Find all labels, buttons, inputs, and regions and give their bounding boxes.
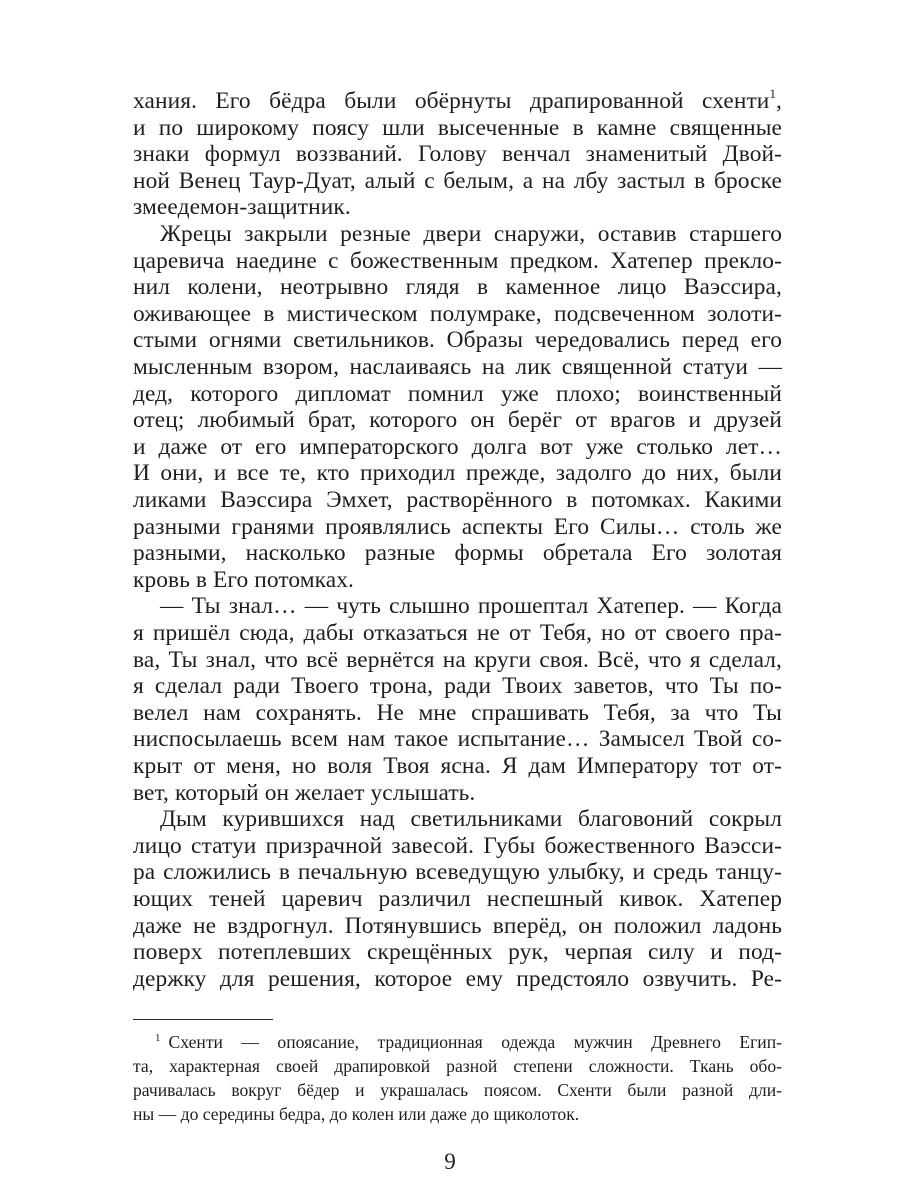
text-line: знаки формул воззваний. Голову венчал знаменитый Двой- xyxy=(133,141,782,168)
text-line: оживающее в мистическом полумраке, подсвеченном золоти- xyxy=(133,300,782,327)
text-line: отец; любимый брат, которого он берёг от врагов и друзей xyxy=(133,407,782,434)
text-line: велел нам сохранять. Не мне спрашивать Тебя, за что Ты xyxy=(133,699,782,726)
text-line: я сделал ради Твоего трона, ради Твоих заветов, что Ты по- xyxy=(133,673,782,700)
text-line: вет, который он желает услышать. xyxy=(133,779,476,806)
text-line: кровь в Его потомках. xyxy=(133,566,354,593)
text-line: нил колени, неотрывно глядя в каменное лицо Ваэссира, xyxy=(133,274,782,301)
text-line: ниспосылаешь всем нам такое испытание… Замысел Твой со- xyxy=(133,726,782,753)
text-line: поверх потеплевших скрещённых рук, черпая силу и под- xyxy=(133,939,782,966)
text-line: царевича наедине с божественным предком. Хатепер прекло- xyxy=(133,247,782,274)
text-line: Дым курившихся над светильниками благовоний сокрыл xyxy=(160,806,782,833)
text-line: ра сложились в печальную всеведущую улыбку, и средь танцу- xyxy=(133,859,782,886)
text-line: ва, Ты знал, что всё вернётся на круги своя. Всё, что я сделал, xyxy=(133,646,782,673)
footnote-divider xyxy=(133,1019,273,1020)
text-line: и даже от его императорского долга вот уже столько лет… xyxy=(133,433,782,460)
text-line: крыт от меня, но воля Твоя ясна. Я дам Императору тот от- xyxy=(133,753,782,779)
footnote-line: та, характерная своей драпировкой разной степени сложности. Ткань обо- xyxy=(133,1056,782,1076)
text-line: хания. Его бёдра были обёрнуты драпированной схенти$^1$, xyxy=(133,86,782,114)
text-line: разными гранями проявлялись аспекты Его Силы… столь же xyxy=(133,513,782,540)
footnote-first-line: $^1$ Схенти — опоясание, традиционная одежда мужчин Древнего Егип- xyxy=(155,1032,782,1052)
text-line: стыми огнями светильников. Образы чередовались перед его xyxy=(133,327,782,354)
text-line: держку для решения, которое ему предстояло озвучить. Ре- xyxy=(133,965,782,992)
footnote-reference[interactable]: 1 xyxy=(769,86,777,101)
text-line: и по широкому поясу шли высеченные в камне священные xyxy=(133,114,782,141)
text-line: лицо статуи призрачной завесой. Губы божественного Ваэсси- xyxy=(133,832,782,859)
footnote-line: ны — до середины бедра, до колен или даже до щиколоток. xyxy=(133,1104,580,1124)
text-line: змеедемон-защитник. xyxy=(133,194,351,221)
text-line: — Ты знал… — чуть слышно прошептал Хатепер. — Когда xyxy=(160,593,782,620)
text-line: дед, которого дипломат помнил уже плохо; воинственный xyxy=(133,380,782,407)
text-line: разными, насколько разные формы обретала Его золотая xyxy=(133,540,782,567)
footnote-line: рачивалась вокруг бёдер и украшалась поясом. Схенти были разной дли- xyxy=(133,1080,782,1100)
text-line: ющих теней царевич различил неспешный кивок. Хатепер xyxy=(133,886,782,912)
text-line: Жрецы закрыли резные двери снаружи, оставив старшего xyxy=(160,221,782,247)
text-line: я пришёл сюда, дабы отказаться не от Тебя, но от своего пра- xyxy=(133,620,782,646)
footnote-marker: 1 xyxy=(155,1032,161,1044)
text-line: И они, и все те, кто приходил прежде, задолго до них, были xyxy=(133,460,782,487)
text-line: ликами Ваэссира Эмхет, растворённого в потомках. Какими xyxy=(133,487,782,513)
text-line: даже не вздрогнул. Потянувшись вперёд, он положил ладонь xyxy=(133,912,782,939)
page-number: 9 xyxy=(444,1149,456,1174)
text-line: мысленным взором, наслаиваясь на лик священной статуи — xyxy=(133,354,782,380)
text-line: ной Венец Таур-Дуат, алый с белым, а на лбу застыл в броске xyxy=(133,167,782,194)
